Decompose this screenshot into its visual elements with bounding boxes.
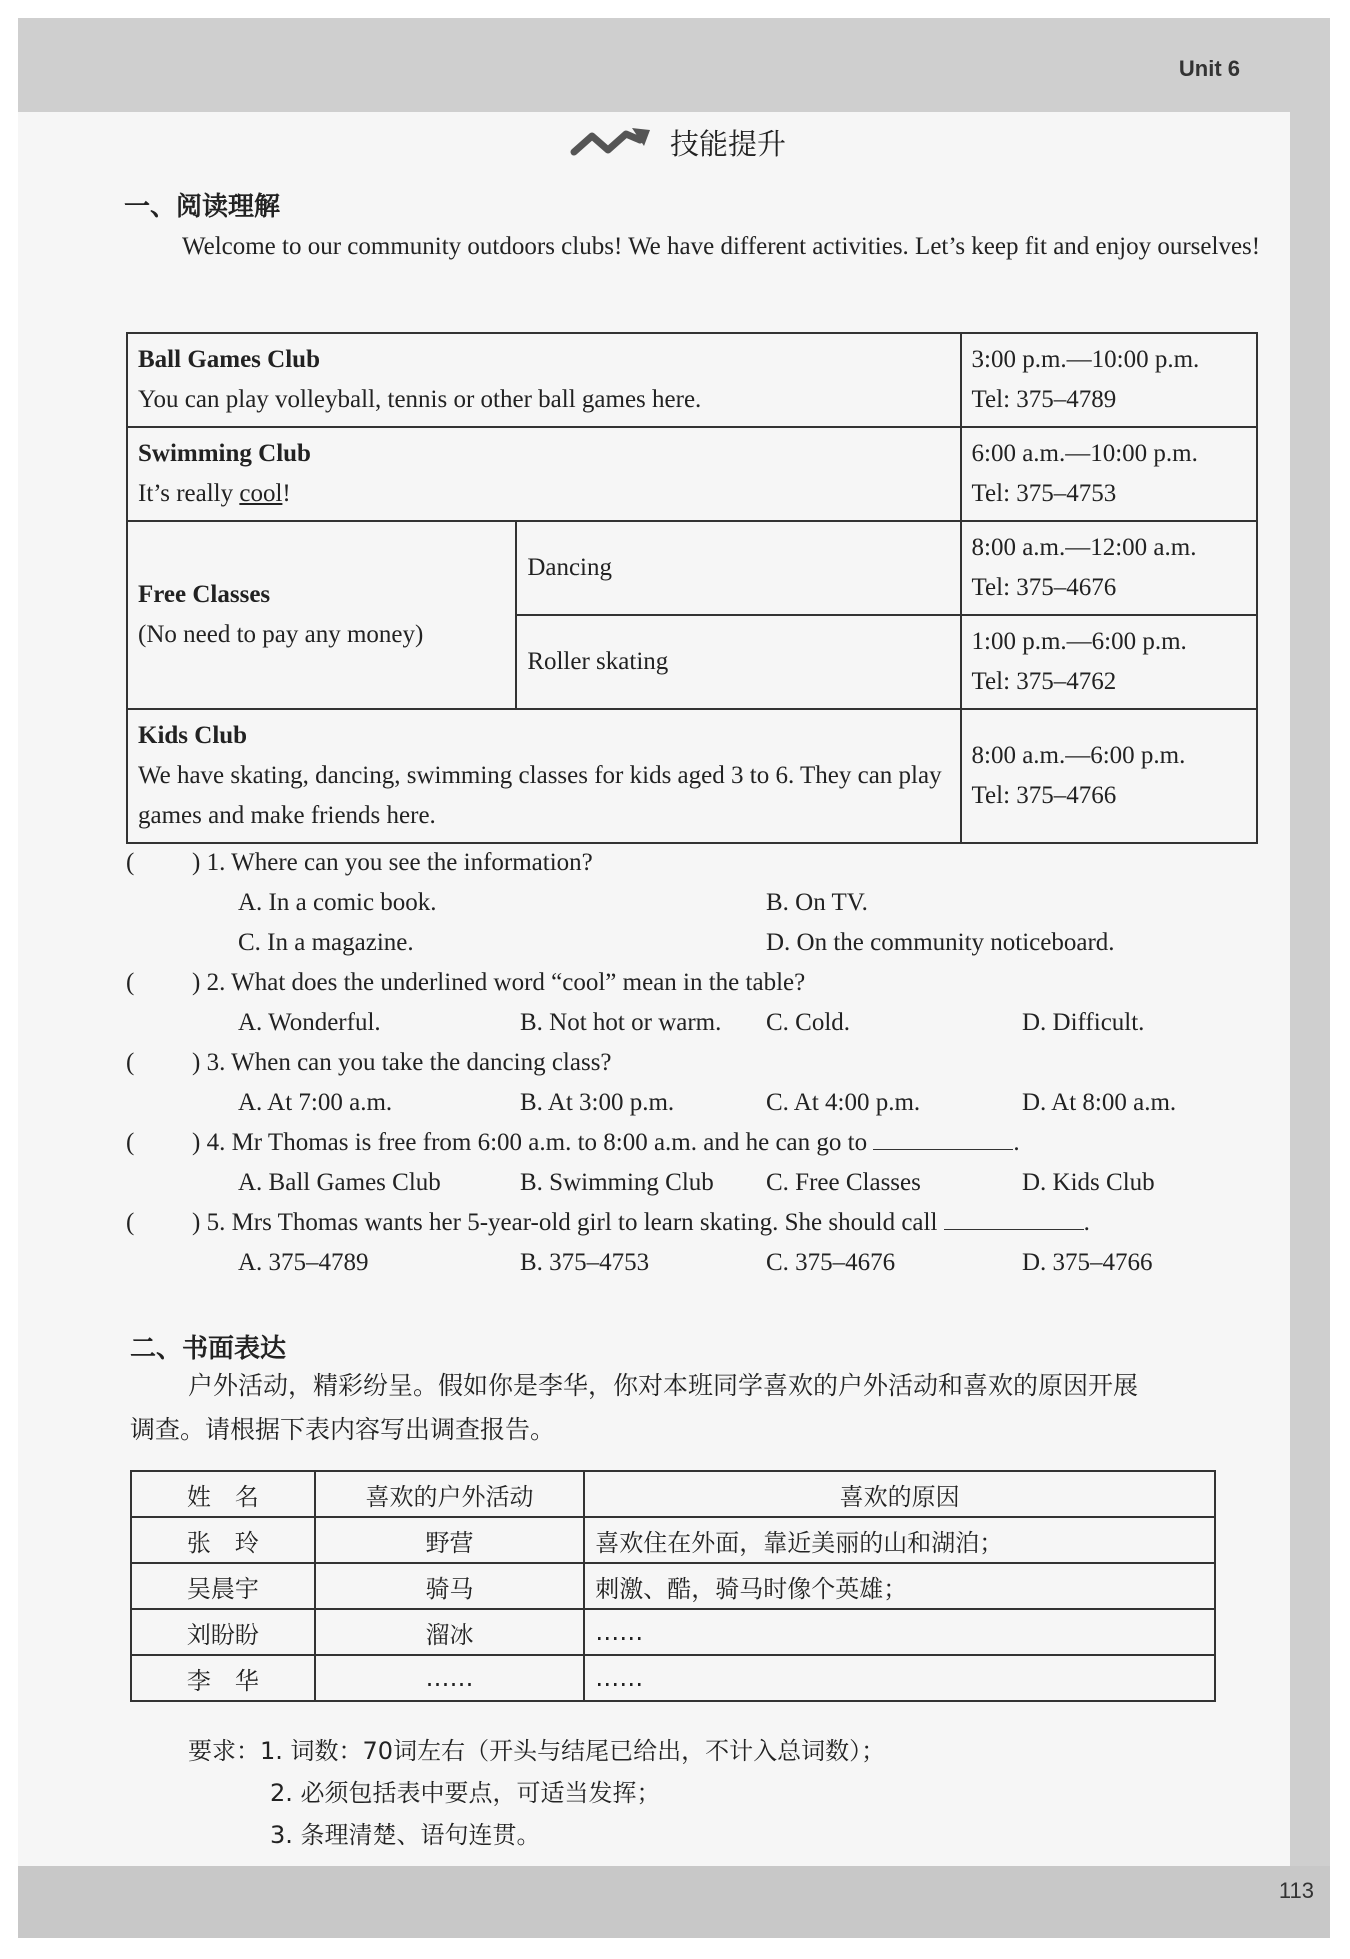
top-band	[18, 18, 1330, 113]
club-name: Ball Games Club	[138, 346, 320, 373]
option-d: D. Difficult.	[1022, 1009, 1145, 1036]
bottom-band	[18, 1866, 1330, 1938]
option-b: B. On TV.	[766, 889, 868, 916]
column-header: 喜欢的原因	[584, 1471, 1215, 1517]
section-title: 技能提升	[670, 127, 787, 161]
question-stem-with-blank: ) 5. Mrs Thomas wants her 5-year-old girl to learn skating. She should call .	[192, 1203, 1090, 1243]
club-desc: (No need to pay any money)	[138, 621, 424, 648]
club-tel: Tel: 375–4766	[971, 782, 1117, 809]
club-name: Free Classes	[138, 581, 271, 608]
table-header-row	[131, 1471, 1215, 1517]
option-d: D. 375–4766	[1022, 1249, 1153, 1276]
club-info-cell	[961, 427, 1258, 521]
reason: 刺激、酷，骑马时像个英雄；	[584, 1563, 1215, 1609]
option-c: C. Cold.	[766, 1009, 851, 1036]
club-desc: We have skating, dancing, swimming classes for kids aged 3 to 6. They can play games and make friends here.	[138, 762, 942, 829]
club-time: 3:00 p.m.—10:00 p.m.	[971, 346, 1200, 373]
option-d: D. On the community noticeboard.	[766, 929, 1115, 956]
table-row	[127, 333, 1257, 427]
activity: 溜冰	[315, 1609, 585, 1655]
club-tel: Tel: 375–4762	[971, 668, 1117, 695]
activity: 野营	[315, 1517, 585, 1563]
section-banner	[570, 122, 786, 163]
reason: 喜欢住在外面，靠近美丽的山和湖泊；	[584, 1517, 1215, 1563]
club-name: Kids Club	[138, 722, 248, 749]
unit-label: Unit 6	[1178, 56, 1240, 81]
table-row	[131, 1609, 1215, 1655]
activity: ……	[315, 1655, 585, 1701]
club-time: 8:00 a.m.—6:00 p.m.	[971, 742, 1186, 769]
option-b: B. 375–4753	[520, 1249, 650, 1276]
table-row	[131, 1517, 1215, 1563]
option-a: A. Wonderful.	[238, 1009, 381, 1036]
clubs-table	[126, 332, 1258, 844]
reading-heading: 一、阅读理解	[124, 192, 281, 222]
club-info-cell	[961, 521, 1258, 615]
column-header: 姓 名	[131, 1471, 315, 1517]
club-info-cell	[961, 709, 1258, 843]
requirement-2: 2. 必须包括表中要点，可适当发挥；	[270, 1779, 661, 1807]
table-row	[131, 1655, 1215, 1701]
club-desc	[138, 474, 950, 514]
option-a: A. 375–4789	[238, 1249, 369, 1276]
club-time: 8:00 a.m.—12:00 a.m.	[971, 534, 1197, 561]
club-time: 1:00 p.m.—6:00 p.m.	[971, 628, 1187, 655]
survey-table	[130, 1470, 1216, 1702]
activity: 骑马	[315, 1563, 585, 1609]
question-stem: ) 1. Where can you see the information?	[192, 849, 593, 876]
table-row	[127, 521, 1257, 615]
option-a: A. Ball Games Club	[238, 1169, 441, 1196]
option-c: C. 375–4676	[766, 1249, 896, 1276]
club-tel: Tel: 375–4676	[971, 574, 1117, 601]
reading-intro: Welcome to our community outdoors clubs! We have different activities. Let’s keep fit and enjoy ourselves!	[182, 233, 1261, 260]
student-name: 张 玲	[131, 1517, 315, 1563]
option-b: B. Swimming Club	[520, 1169, 714, 1196]
option-d: D. Kids Club	[1022, 1169, 1155, 1196]
student-name: 刘盼盼	[131, 1609, 315, 1655]
option-c: C. In a magazine.	[238, 929, 414, 956]
answer-paren[interactable]: (	[126, 849, 135, 876]
answer-paren[interactable]: (	[126, 1049, 135, 1076]
question-stem: ) 2. What does the underlined word “cool” mean in the table?	[192, 969, 806, 996]
class-label: Roller skating	[516, 615, 960, 709]
writing-heading: 二、书面表达	[130, 1334, 287, 1364]
table-row	[131, 1563, 1215, 1609]
writing-intro-line2: 调查。请根据下表内容写出调查报告。	[130, 1415, 556, 1444]
column-header: 喜欢的户外活动	[315, 1471, 585, 1517]
club-tel: Tel: 375–4789	[971, 386, 1117, 413]
question-stem-with-blank: ) 4. Mr Thomas is free from 6:00 a.m. to 8:00 a.m. and he can go to .	[192, 1123, 1020, 1163]
club-time: 6:00 a.m.—10:00 p.m.	[971, 440, 1198, 467]
reason: ……	[584, 1655, 1215, 1701]
writing-intro-line1: 户外活动，精彩纷呈。假如你是李华，你对本班同学喜欢的户外活动和喜欢的原因开展	[188, 1371, 1139, 1400]
option-b: B. Not hot or warm.	[520, 1009, 722, 1036]
option-a: A. At 7:00 a.m.	[238, 1089, 393, 1116]
club-cell	[127, 333, 961, 427]
option-b: B. At 3:00 p.m.	[520, 1089, 675, 1116]
answer-paren[interactable]: (	[126, 1129, 135, 1156]
answer-blank[interactable]	[944, 1203, 1084, 1230]
table-row	[127, 709, 1257, 843]
student-name: 吴晨宇	[131, 1563, 315, 1609]
answer-paren[interactable]: (	[126, 969, 135, 996]
table-row	[127, 427, 1257, 521]
option-d: D. At 8:00 a.m.	[1022, 1089, 1177, 1116]
club-info-cell	[961, 333, 1258, 427]
club-info-cell	[961, 615, 1258, 709]
question-stem: ) 5. Mrs Thomas wants her 5-year-old girl to learn skating. She should call	[192, 1209, 938, 1236]
requirement-1: 要求：1. 词数：70词左右（开头与结尾已给出，不计入总词数）；	[188, 1737, 886, 1765]
question-stem: ) 4. Mr Thomas is free from 6:00 a.m. to 8:00 a.m. and he can go to	[192, 1129, 868, 1156]
right-band	[1290, 18, 1330, 1938]
class-label: Dancing	[516, 521, 960, 615]
option-a: A. In a comic book.	[238, 889, 437, 916]
option-c: C. At 4:00 p.m.	[766, 1089, 921, 1116]
student-name: 李 华	[131, 1655, 315, 1701]
club-desc-pre: It’s really	[138, 480, 240, 507]
club-cell	[127, 427, 961, 521]
page-number: 113	[1278, 1878, 1314, 1903]
underlined-word: cool	[239, 480, 283, 507]
club-desc-post: !	[282, 480, 291, 507]
answer-blank[interactable]	[873, 1123, 1013, 1150]
club-tel: Tel: 375–4753	[971, 480, 1117, 507]
reason: ……	[584, 1609, 1215, 1655]
option-c: C. Free Classes	[766, 1169, 921, 1196]
club-cell	[127, 709, 961, 843]
trend-arrow-icon	[570, 126, 652, 160]
question-stem: ) 3. When can you take the dancing class?	[192, 1049, 612, 1076]
requirement-3: 3. 条理清楚、语句连贯。	[270, 1821, 541, 1849]
club-name: Swimming Club	[138, 440, 311, 467]
answer-paren[interactable]: (	[126, 1209, 135, 1236]
club-desc: You can play volleyball, tennis or other ball games here.	[138, 386, 702, 413]
club-cell	[127, 521, 516, 709]
